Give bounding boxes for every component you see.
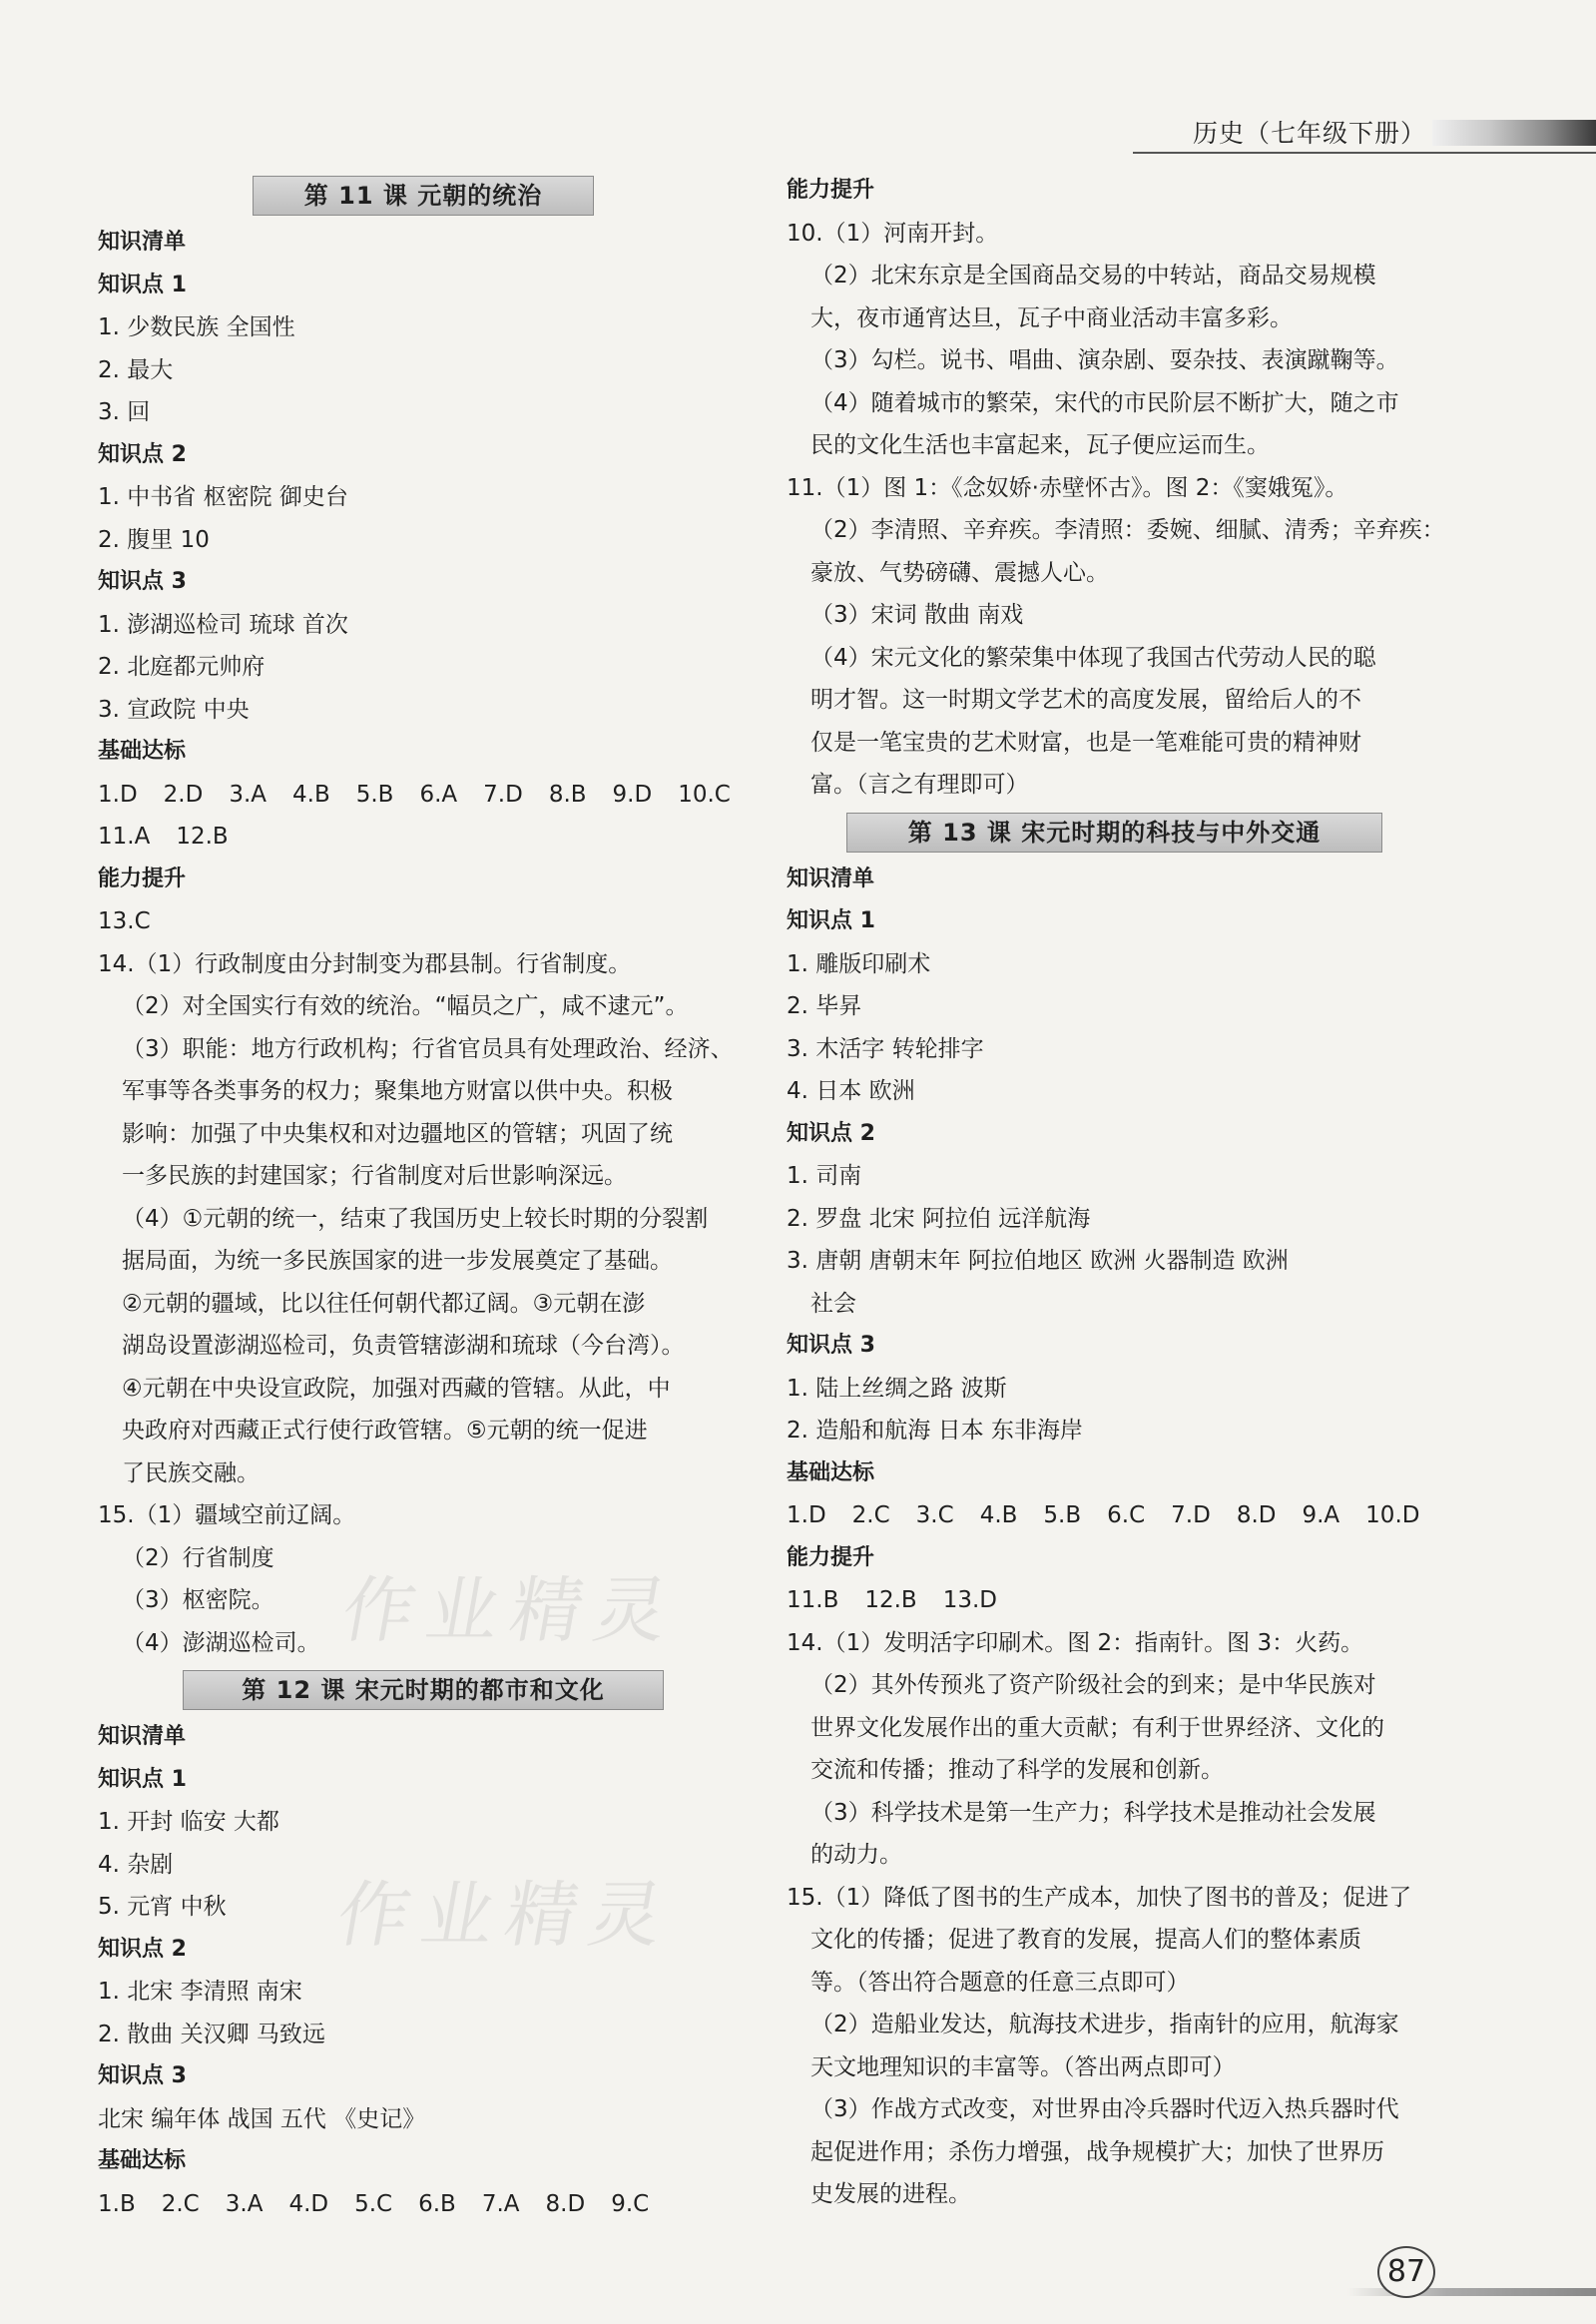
answer: 10.C [678, 781, 731, 808]
answer: 3.A [225, 2190, 264, 2217]
answer-row [98, 774, 752, 817]
answer-line: 大，夜市通宵达旦，瓦子中商业活动丰富多彩。 [810, 304, 1293, 331]
answer: 4.B [979, 1502, 1018, 1528]
answer-line: ④元朝在中央设宣政院，加强对西藏的管辖。从此，中 [122, 1375, 671, 1402]
answer: 5.C [354, 2190, 393, 2217]
answer: 12.B [176, 824, 229, 850]
answer-line: 3. 宣政院 中央 [98, 696, 250, 723]
answer-line: 影响：加强了中央集权和对边疆地区的管辖；巩固了统 [122, 1120, 673, 1147]
answer-line: 15.（1）降低了图书的生产成本，加快了图书的普及；促进了 [787, 1884, 1412, 1911]
answer: 3.A [229, 781, 266, 808]
answer-line: 交流和传播；推动了科学的发展和创新。 [810, 1757, 1224, 1783]
answer: 1.B [98, 2190, 136, 2217]
section-heading: 能力提升 [787, 178, 875, 203]
answer-line: 2. 罗盘 北宋 阿拉伯 远洋航海 [787, 1205, 1091, 1232]
answer-line: 4. 杂剧 [98, 1851, 174, 1878]
answer-line: 1. 少数民族 全国性 [98, 314, 295, 340]
answer-line: （3）作战方式改变，对世界由冷兵器时代迈入热兵器时代 [810, 2096, 1399, 2122]
answer-line: （2）造船业发达，航海技术进步，指南针的应用，航海家 [810, 2012, 1399, 2037]
header-rule [1133, 152, 1596, 154]
answer: 6.C [1107, 1502, 1146, 1528]
left-column [98, 170, 752, 2225]
answer: 9.C [611, 2190, 650, 2217]
answer-line: 民的文化生活也丰富起来，瓦子便应运而生。 [810, 432, 1270, 458]
section-heading: 基础达标 [98, 739, 187, 764]
section-heading: 基础达标 [98, 2148, 187, 2173]
answer-line: 1. 中书省 枢密院 御史台 [98, 484, 348, 510]
answer-line: （4）①元朝的统一，结束了我国历史上较长时期的分裂割 [122, 1205, 709, 1232]
answer-line: ②元朝的疆域，比以往任何朝代都辽阔。③元朝在澎 [122, 1290, 646, 1317]
answer-line: 13.C [98, 908, 151, 934]
answer-row [787, 1579, 1445, 1622]
answer: 5.B [1043, 1502, 1082, 1528]
answer-line: （3）勾栏。说书、唱曲、演杂剧、耍杂技、表演蹴鞠等。 [810, 347, 1399, 373]
answer-line: 3. 木活字 转轮排字 [787, 1035, 984, 1062]
answer-line: 2. 腹里 10 [98, 526, 210, 553]
answer-line: 2. 造船和航海 日本 东非海岸 [787, 1418, 1083, 1444]
answer-line: 了民族交融。 [122, 1459, 260, 1486]
answer-line: 2. 北庭都元帅府 [98, 654, 266, 680]
answer-line: 1. 陆上丝绸之路 波斯 [787, 1375, 1007, 1402]
section-heading: 能力提升 [98, 866, 187, 891]
answer-row [98, 816, 752, 859]
answer-line: （2）对全国实行有效的统治。“幅员之广，咸不逮元”。 [122, 993, 689, 1019]
answer-line: （4）澎湖巡检司。 [122, 1629, 320, 1656]
knowledge-point-heading: 知识点 3 [98, 569, 187, 594]
page-header [1133, 112, 1596, 152]
answer-line: （2）北宋东京是全国商品交易的中转站，商品交易规模 [810, 263, 1376, 289]
answer: 6.B [418, 2190, 456, 2217]
knowledge-point-heading: 知识点 1 [98, 272, 187, 297]
knowledge-point-heading: 知识点 2 [98, 1936, 187, 1962]
answer-line: （3）职能：地方行政机构；行省官员具有处理政治、经济、 [122, 1035, 734, 1062]
answer-row [98, 2183, 752, 2226]
answer-line: 湖岛设置澎湖巡检司，负责管辖澎湖和琉球（今台湾）。 [122, 1333, 685, 1359]
knowledge-point-heading: 知识点 1 [98, 1766, 187, 1792]
section-heading: 知识清单 [787, 866, 875, 891]
answer: 13.D [942, 1587, 998, 1613]
answer-line: 社会 [810, 1290, 856, 1317]
knowledge-point-heading: 知识点 2 [98, 441, 187, 467]
answer-line: （3）宋词 散曲 南戏 [810, 602, 1024, 628]
answer-line: 北宋 编年体 战国 五代 《史记》 [98, 2105, 426, 2132]
answer-line: 5. 元宵 中秋 [98, 1894, 227, 1920]
answer-line: 世界文化发展作出的重大贡献；有利于世界经济、文化的 [810, 1714, 1384, 1741]
answer: 7.A [481, 2190, 520, 2217]
answer-line: 1. 澎湖巡检司 琉球 首次 [98, 611, 348, 638]
section-heading: 基础达标 [787, 1459, 875, 1485]
answer: 4.B [292, 781, 330, 808]
answer-line: 1. 司南 [787, 1163, 862, 1189]
answer: 6.A [419, 781, 458, 808]
answer-line: 据局面，为统一多民族国家的进一步发展奠定了基础。 [122, 1248, 673, 1274]
answer-line: 一多民族的封建国家；行省制度对后世影响深远。 [122, 1163, 627, 1189]
answer-line: 14.（1）行政制度由分封制变为郡县制。行省制度。 [98, 950, 632, 977]
answer: 11.B [787, 1587, 839, 1613]
answer: 8.D [545, 2190, 586, 2217]
answer-line: 10.（1）河南开封。 [787, 220, 999, 247]
answer-line: 1. 开封 临安 大都 [98, 1809, 279, 1835]
answer-line: （3）科学技术是第一生产力；科学技术是推动社会发展 [810, 1799, 1376, 1826]
answer: 2.D [163, 781, 204, 808]
answer-line: 2. 散曲 关汉卿 马致远 [98, 2021, 325, 2047]
answer-line: 1. 雕版印刷术 [787, 950, 931, 977]
answer-line: 军事等各类事务的权力；聚集地方财富以供中央。积极 [122, 1078, 673, 1104]
lesson-12-title: 第 12 课 宋元时期的都市和文化 [183, 1670, 664, 1710]
header-title: 历史（七年级下册） [1193, 119, 1427, 148]
answer: 9.D [612, 781, 653, 808]
answer: 8.B [548, 781, 587, 808]
answer: 2.C [161, 2190, 200, 2217]
answer-line: （2）李清照、辛弃疾。李清照：委婉、细腻、清秀；辛弃疾： [810, 517, 1445, 543]
answer: 12.B [864, 1587, 917, 1613]
answer-line: 起促进作用；杀伤力增强，战争规模扩大；加快了世界历 [810, 2138, 1384, 2165]
answer: 11.A [98, 824, 151, 850]
answer-line: 2. 最大 [98, 356, 174, 383]
answer-line: 史发展的进程。 [810, 2181, 971, 2207]
section-heading: 知识清单 [98, 230, 187, 255]
answer: 3.C [915, 1502, 954, 1528]
answer-line: 明才智。这一时期文学艺术的高度发展，留给后人的不 [810, 687, 1361, 713]
answer-line: 天文地理知识的丰富等。（答出两点即可） [810, 2053, 1236, 2080]
answer-line: 4. 日本 欧洲 [787, 1078, 915, 1104]
watermark: 作业精灵 [335, 1568, 687, 1652]
answer-line: 等。（答出符合题意的任意三点即可） [810, 1969, 1190, 1996]
answer: 7.D [483, 781, 523, 808]
right-column [787, 170, 1445, 2216]
answer-line: （3）枢密院。 [122, 1587, 274, 1613]
answer-line: （2）行省制度 [122, 1544, 274, 1571]
answer: 8.D [1236, 1502, 1277, 1528]
answer: 7.D [1171, 1502, 1211, 1528]
knowledge-point-heading: 知识点 3 [787, 1333, 875, 1358]
answer: 10.D [1365, 1502, 1420, 1528]
knowledge-point-heading: 知识点 3 [98, 2063, 187, 2088]
answer-line: 15.（1）疆域空前辽阔。 [98, 1502, 356, 1528]
answer: 5.B [355, 781, 394, 808]
answer: 1.D [98, 781, 138, 808]
page-number: 87 [1377, 2246, 1435, 2298]
answer-line: 央政府对西藏正式行使行政管辖。⑤元朝的统一促进 [122, 1418, 648, 1444]
answer: 1.D [787, 1502, 826, 1528]
answer: 9.A [1302, 1502, 1340, 1528]
answer-line: （2）其外传预兆了资产阶级社会的到来；是中华民族对 [810, 1672, 1376, 1698]
answer-line: 2. 毕昇 [787, 993, 862, 1019]
answer-line: 3. 回 [98, 399, 151, 425]
header-gradient-bar [1432, 120, 1596, 146]
section-heading: 能力提升 [787, 1544, 875, 1570]
answer-line: （4）宋元文化的繁荣集中体现了我国古代劳动人民的聪 [810, 644, 1376, 671]
answer-line: 富。（言之有理即可） [810, 772, 1029, 798]
lesson-13-title: 第 13 课 宋元时期的科技与中外交通 [846, 813, 1382, 853]
knowledge-point-heading: 知识点 2 [787, 1120, 875, 1146]
answer-line: 3. 唐朝 唐朝末年 阿拉伯地区 欧洲 火器制造 欧洲 [787, 1248, 1289, 1274]
knowledge-point-heading: 知识点 1 [787, 908, 875, 933]
answer: 4.D [288, 2190, 329, 2217]
section-heading: 知识清单 [98, 1724, 187, 1749]
answer-line: 11.（1）图 1：《念奴娇·赤壁怀古》。图 2：《窦娥冤》。 [787, 474, 1348, 501]
answer-line: 仅是一笔宝贵的艺术财富，也是一笔难能可贵的精神财 [810, 729, 1361, 756]
answer-line: 的动力。 [810, 1842, 902, 1868]
answer: 2.C [851, 1502, 890, 1528]
lesson-11-title: 第 11 课 元朝的统治 [253, 176, 594, 216]
answer-line: 1. 北宋 李清照 南宋 [98, 1979, 302, 2005]
answer-line: 豪放、气势磅礴、震撼人心。 [810, 559, 1109, 586]
answer-row [787, 1494, 1445, 1537]
answer-line: （4）随着城市的繁荣，宋代的市民阶层不断扩大，随之市 [810, 389, 1399, 416]
answer-line: 文化的传播；促进了教育的发展，提高人们的整体素质 [810, 1927, 1361, 1953]
answer-line: 14.（1）发明活字印刷术。图 2：指南针。图 3：火药。 [787, 1629, 1364, 1656]
watermark: 作业精灵 [330, 1873, 682, 1957]
